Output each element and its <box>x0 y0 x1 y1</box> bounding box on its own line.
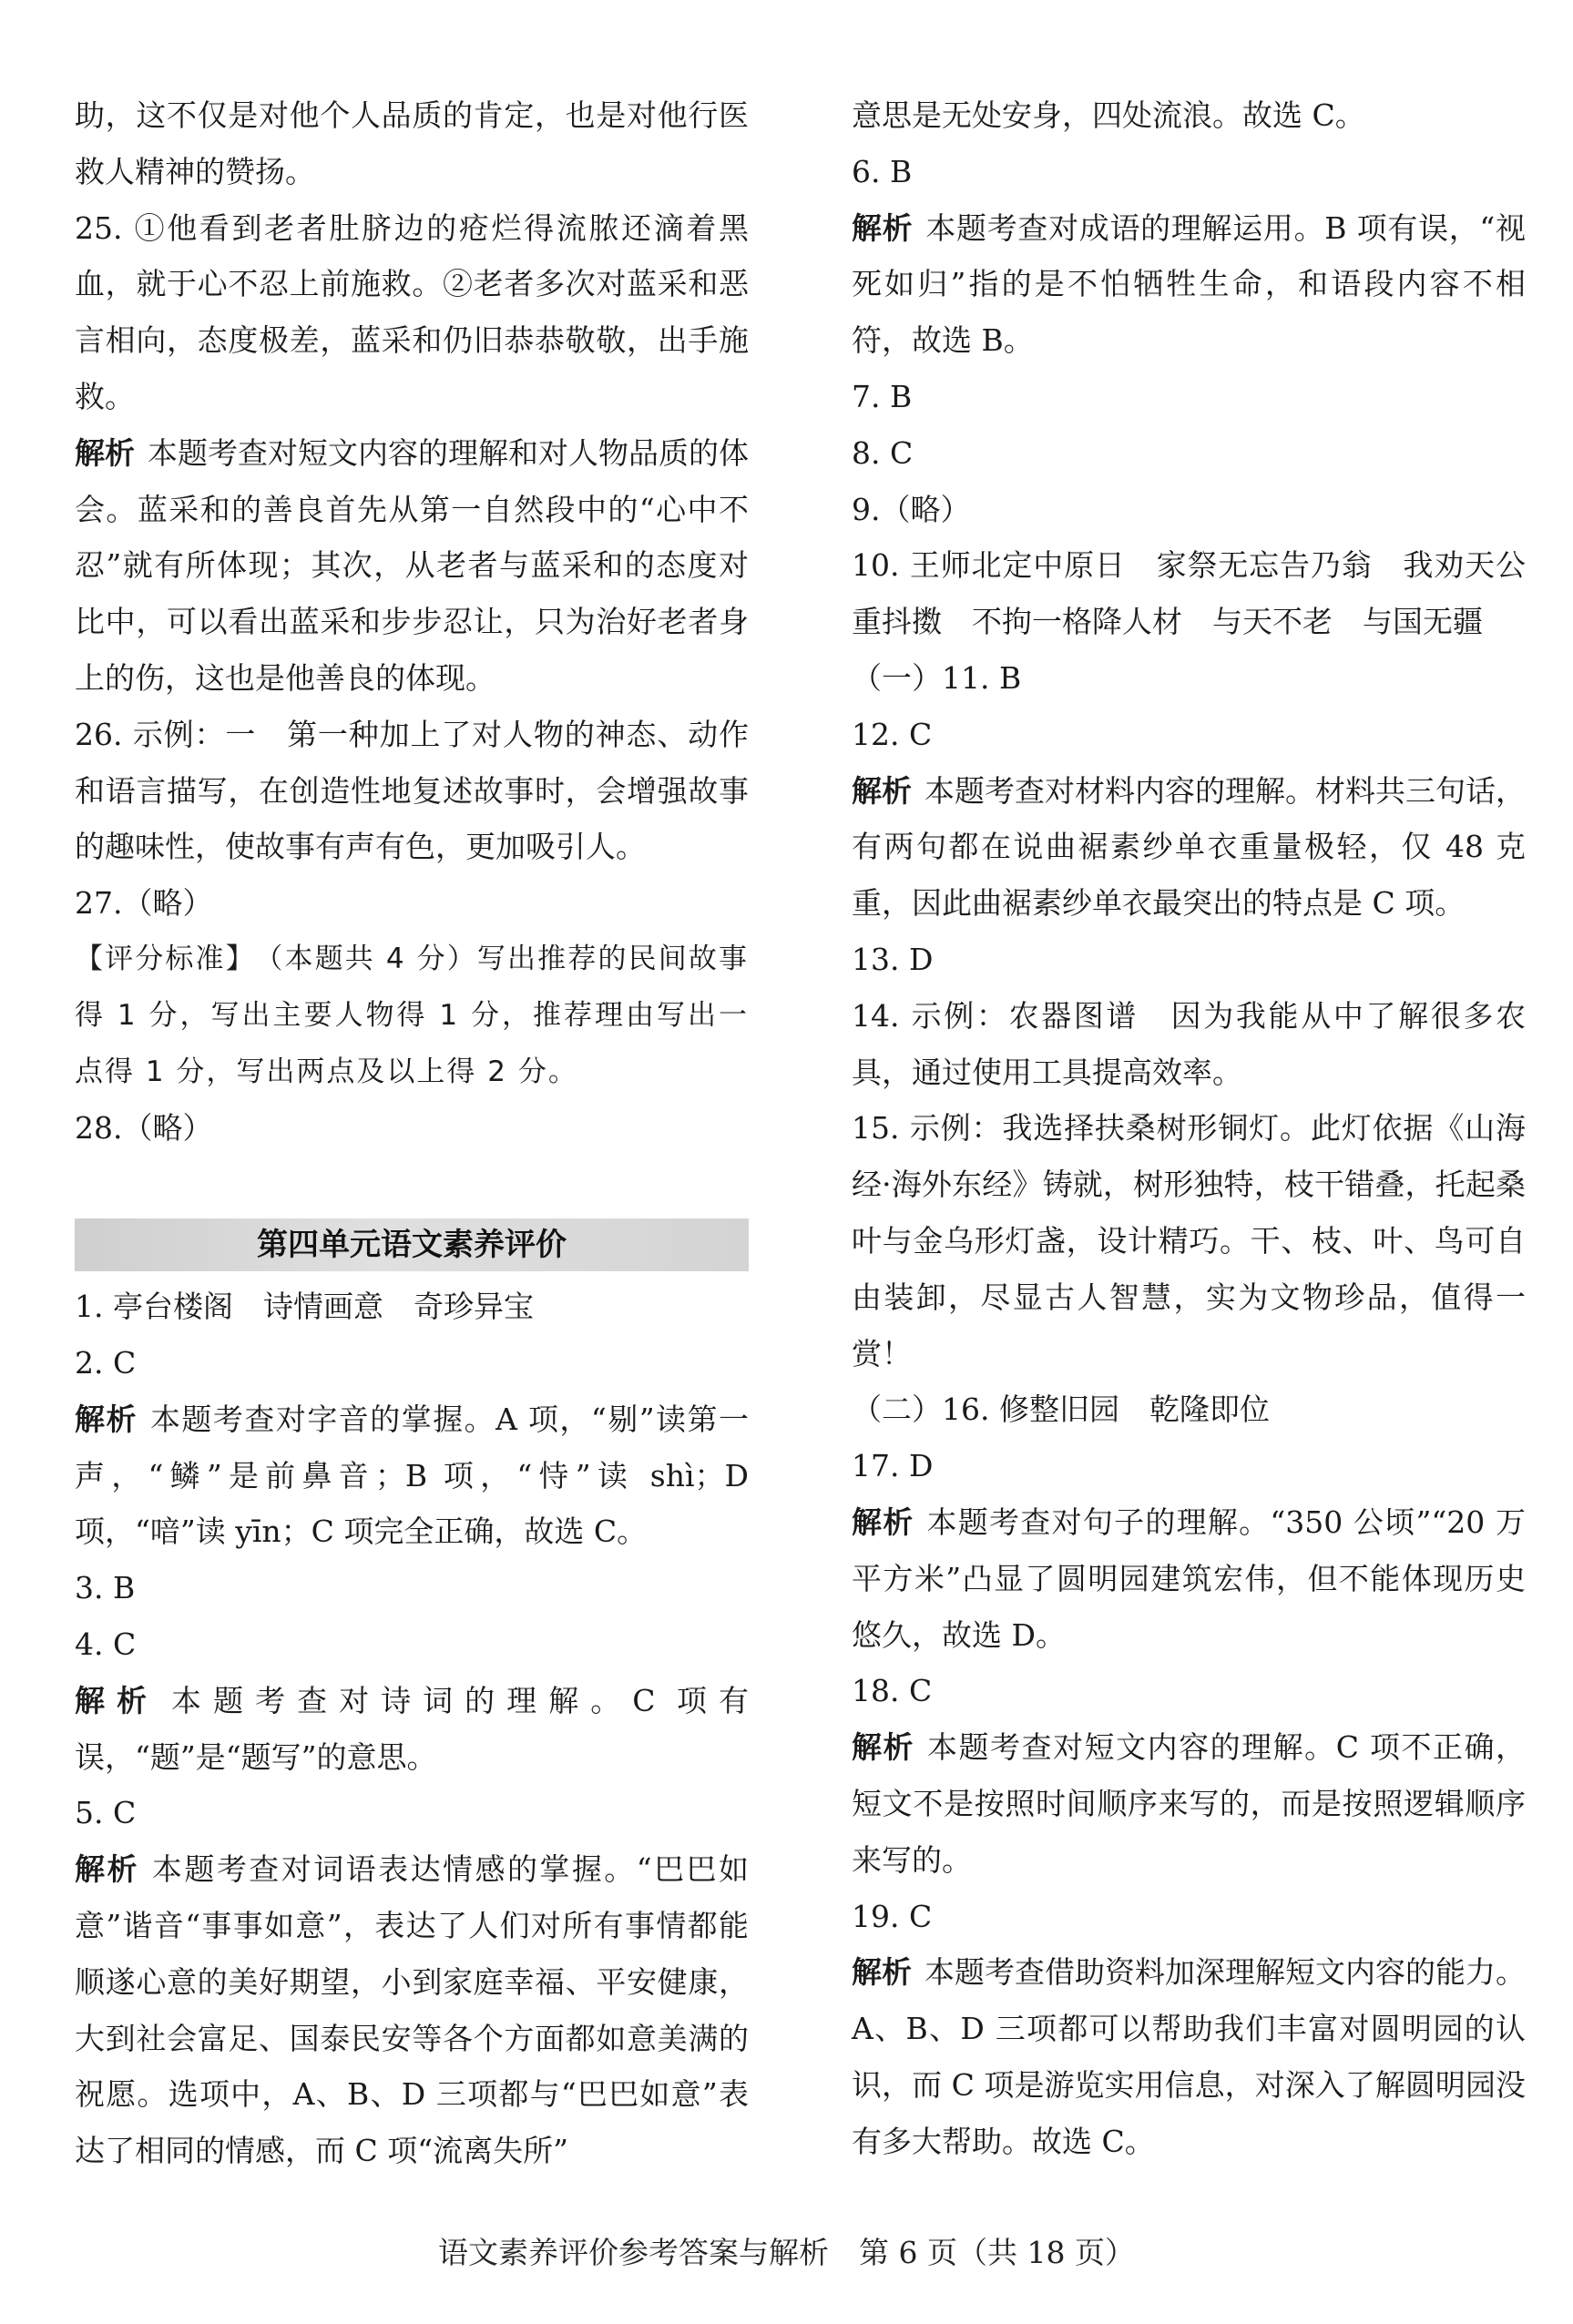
answer-text: 3. B <box>75 1570 136 1606</box>
answer-label: 解析 <box>75 1401 138 1437</box>
answer-item <box>75 875 749 932</box>
answer-item <box>852 144 1526 200</box>
answer-explanation <box>75 1391 749 1560</box>
answer-item <box>75 87 749 200</box>
answer-explanation <box>75 932 749 1100</box>
answer-item <box>852 1381 1526 1438</box>
answer-text: 25. ①他看到老者肚脐边的疮烂得流脓还滴着黑血，就于心不忍上前施救。②老者多次对蓝采和恶言相向，态度极差，蓝采和仍旧恭恭敬敬，出手施救。 <box>75 209 749 414</box>
left-column-part-1 <box>75 87 749 1157</box>
answer-text: 本题考查借助资料加深理解短文内容的能力。A、B、D 三项都可以帮助我们丰富对圆明园的认识，而 C 项是游览实用信息，对深入了解圆明园没有多大帮助。故选 C。 <box>852 1954 1526 2159</box>
left-column-part-2 <box>75 1279 749 2179</box>
answer-text: 6. B <box>852 153 913 189</box>
answer-text: （一）11. B <box>852 659 1022 696</box>
answer-item <box>852 650 1526 707</box>
answer-text: 本题考查对短文内容的理解和对人物品质的体会。蓝采和的善良首先从第一自然段中的“心中不忍”就有所体现；其次，从老者与蓝采和的态度对比中，可以看出蓝采和步步忍让，只为治好老者身上的伤，这也是他善良的体现。 <box>75 434 749 696</box>
answer-text: 4. C <box>75 1626 137 1662</box>
answer-text: 本题考查对词语表达情感的掌握。“巴巴如意”谐音“事事如意”，表达了人们对所有事情都能顺遂心意的美好期望，小到家庭幸福、平安健康，大到社会富足、国泰民安等各个方面都如意美满的祝愿。选项中，A、B、D 三项都与“巴巴如意”表达了相同的情感，而 C 项“流离失所” <box>75 1851 750 2169</box>
answer-item <box>852 425 1526 482</box>
answer-text: 本题考查对短文内容的理解。C 项不正确，短文不是按照时间顺序来写的，而是按照逻辑顺序来写的。 <box>852 1729 1526 1878</box>
answer-label: 解析 <box>852 1954 912 1991</box>
answer-text: 本题考查对字音的掌握。A 项，“剔”读第一声，“鳞”是前鼻音；B 项，“恃”读 shì；D 项，“喑”读 yīn；C 项完全正确，故选 C。 <box>75 1401 750 1550</box>
section-heading: 第四单元语文素养评价 <box>75 1218 749 1271</box>
answer-explanation <box>852 1944 1526 2169</box>
answer-text: 18. C <box>852 1673 933 1709</box>
answer-label: 解析 <box>852 772 912 809</box>
answer-item <box>852 988 1526 1101</box>
answer-item <box>852 1100 1526 1381</box>
answer-explanation <box>75 425 749 707</box>
answer-explanation <box>75 1673 749 1786</box>
section-gap <box>75 1157 749 1213</box>
answer-text: 14. 示例：农器图谱 因为我能从中了解很多农具，通过使用工具提高效率。 <box>852 997 1526 1090</box>
answer-label: 【评分标准】 <box>75 942 256 975</box>
answer-text: 15. 示例：我选择扶桑树形铜灯。此灯依据《山海经·海外东经》铸就，树形独特，枝干错叠，托起桑叶与金乌形灯盏，设计精巧。干、枝、叶、鸟可自由装卸，尽显古人智慧，实为文物珍品，值得一赏！ <box>852 1110 1526 1371</box>
answer-explanation <box>852 200 1526 369</box>
answer-item <box>852 932 1526 988</box>
answer-text: 2. C <box>75 1344 137 1381</box>
answer-label: 解析 <box>75 434 135 471</box>
answer-text: 本题考查对成语的理解运用。B 项有误，“视死如归”指的是不怕牺牲生命，和语段内容不相符，故选 B。 <box>852 209 1526 359</box>
answer-text: 13. D <box>852 941 934 977</box>
answer-item <box>75 200 749 425</box>
answer-text: 本题考查对材料内容的理解。材料共三句话，有两句都在说曲裾素纱单衣重量极轻，仅 48 克重，因此曲裾素纱单衣最突出的特点是 C 项。 <box>852 772 1526 922</box>
answer-text: 本题考查对诗词的理解。C 项有误，“题”是“题写”的意思。 <box>75 1682 750 1775</box>
answer-item <box>852 1438 1526 1494</box>
answer-explanation <box>852 763 1526 932</box>
answer-text: （二）16. 修整旧园 乾隆即位 <box>852 1391 1270 1428</box>
answer-item <box>852 537 1526 650</box>
answer-item <box>852 87 1526 144</box>
answer-item <box>75 707 749 875</box>
answer-item <box>75 1100 749 1157</box>
answer-explanation <box>852 1494 1526 1663</box>
answer-item <box>75 1616 749 1673</box>
answer-text: 27.（略） <box>75 885 213 922</box>
answer-item <box>852 707 1526 763</box>
answer-text: 19. C <box>852 1898 933 1934</box>
right-column <box>852 87 1526 2169</box>
answer-text: 助，这不仅是对他个人品质的肯定，也是对他行医救人精神的赞扬。 <box>75 97 749 189</box>
answer-label: 解析 <box>852 1503 914 1540</box>
answer-item <box>852 1663 1526 1719</box>
answer-text: 10. 王师北定中原日 家祭无忘告乃翁 我劝天公重抖擞 不拘一格降人材 与天不老 与国无疆 <box>852 547 1526 640</box>
answer-item <box>852 369 1526 425</box>
answer-explanation <box>75 1841 749 2179</box>
answer-text: 26. 示例：一 第一种加上了对人物的神态、动作和语言描写，在创造性地复述故事时，会增强故事的趣味性，使故事有声有色，更加吸引人。 <box>75 716 749 865</box>
answer-text: 8. C <box>852 434 914 471</box>
answer-text: 7. B <box>852 378 913 414</box>
answer-item <box>852 1889 1526 1945</box>
answer-label: 解析 <box>75 1682 159 1718</box>
answer-text: 意思是无处安身，四处流浪。故选 C。 <box>852 97 1365 133</box>
answer-item <box>75 1279 749 1335</box>
answer-item <box>75 1785 749 1841</box>
answer-label: 解析 <box>75 1851 139 1888</box>
answer-text: 12. C <box>852 716 933 752</box>
answer-text: 本题考查对句子的理解。“350 公顷”“20 万平方米”凸显了圆明园建筑宏伟，但不能体现历史悠久，故选 D。 <box>852 1503 1527 1653</box>
answer-text: 5. C <box>75 1795 137 1831</box>
answer-text: 1. 亭台楼阁 诗情画意 奇珍异宝 <box>75 1289 534 1325</box>
answer-text: 28.（略） <box>75 1110 213 1147</box>
answer-label: 解析 <box>852 209 914 246</box>
page-footer: 语文素养评价参考答案与解析 第 6 页（共 18 页） <box>438 2235 1135 2270</box>
answer-text: （本题共 4 分）写出推荐的民间故事得 1 分，写出主要人物得 1 分，推荐理由写出一点得 1 分，写出两点及以上得 2 分。 <box>75 942 750 1088</box>
answer-explanation <box>852 1719 1526 1888</box>
answer-text: 17. D <box>852 1448 934 1484</box>
answer-item <box>75 1335 749 1391</box>
answer-label: 解析 <box>852 1729 915 1766</box>
left-column <box>75 87 749 2179</box>
answer-text: 9.（略） <box>852 491 971 527</box>
answer-item <box>75 1560 749 1616</box>
answer-item <box>852 482 1526 538</box>
